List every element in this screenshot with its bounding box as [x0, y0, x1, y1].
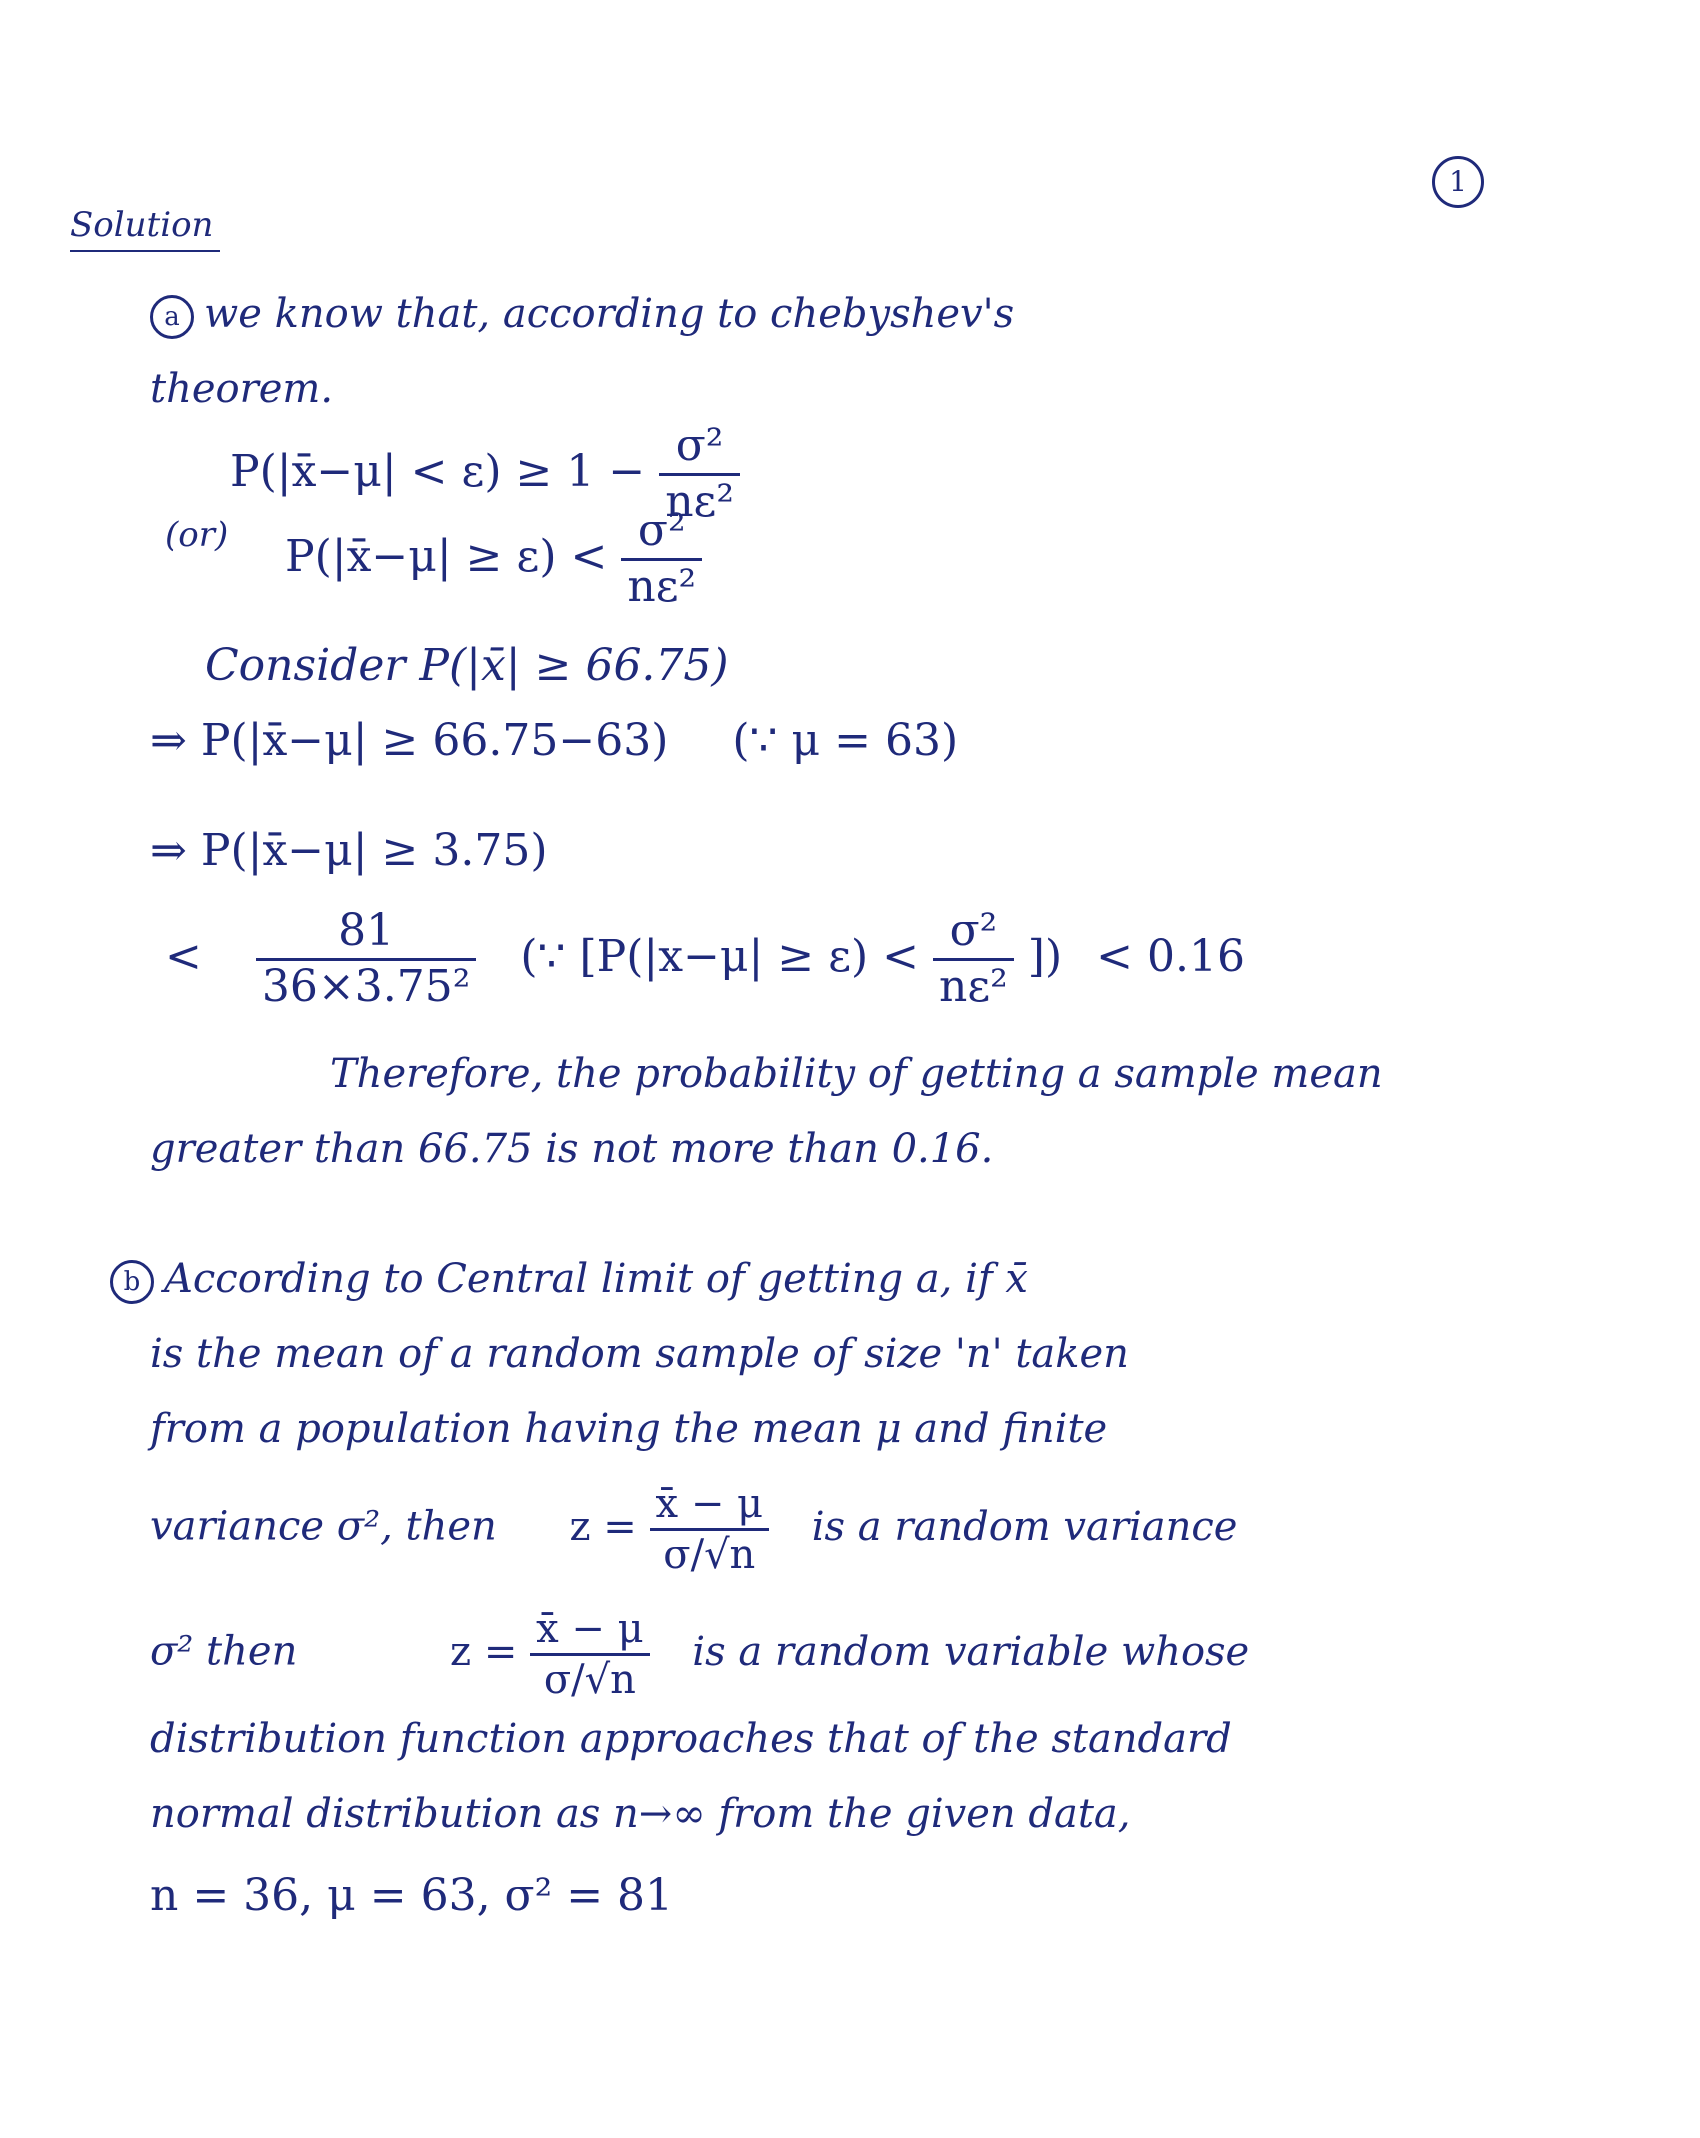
step-3-fraction: $\frac{81}{\text{36×3.75²}}$ — [256, 905, 476, 1014]
part-b-line6: distribution function approaches that of the standard — [150, 1716, 1232, 1762]
z-fraction-1: $\frac{x̄ - \mu}{\sigma/√n}$ — [650, 1480, 770, 1579]
step-3-result: < 0.16 — [1096, 930, 1245, 982]
or-label: (or) — [165, 515, 229, 555]
solution-heading: Solution — [70, 205, 214, 245]
part-b-line5: σ² then z = $\frac{x̄ - \mu}{\sigma/√n}$ is a random variable whose — [150, 1606, 1250, 1703]
step-3: < $\frac{81}{\text{36×3.75²}}$ (∵ [P(|x−μ| ≥ ε) < $\frac{\text{σ²}}{\text{nε²}}$ ]) < 0.16 — [165, 905, 1245, 1012]
part-b-line3: from a population having the mean μ and finite — [150, 1406, 1108, 1452]
chebyshev-inequality-2: P(|x̄−μ| ≥ ε) < $\frac{\text{σ²}}{\text{nε²}}$ — [285, 505, 702, 614]
part-b-line1: b According to Central limit of getting a, if x̄ — [110, 1255, 1028, 1304]
part-a-intro-line2: theorem. — [150, 366, 334, 412]
step-1: ⇒ P(|x̄−μ| ≥ 66.75−63) (∵ μ = 63) — [150, 715, 959, 766]
part-b-line2: is the mean of a random sample of size 'n' taken — [150, 1331, 1129, 1377]
conclusion-line1: Therefore, the probability of getting a sample mean — [330, 1051, 1383, 1097]
consider-line: Consider P(|x̄| ≥ 66.75) — [205, 640, 729, 691]
heading-underline — [70, 250, 220, 252]
part-a-intro-line1: a we know that, according to chebyshev's — [150, 290, 1014, 339]
step-2: ⇒ P(|x̄−μ| ≥ 3.75) — [150, 825, 548, 876]
part-a-marker: a — [150, 295, 194, 339]
inequality-2-fraction: $\frac{\text{σ²}}{\text{nε²}}$ — [621, 505, 702, 614]
chebyshev-inequality-1: P(|x̄−μ| < ε) ≥ 1 − $\frac{\text{σ²}}{\text{nε²}}$ — [230, 420, 740, 529]
part-b-line4: variance σ², then z = $\frac{x̄ - \mu}{\sigma/√n}$ is a random variance — [150, 1481, 1238, 1578]
page-number: 1 — [1432, 156, 1484, 208]
conclusion-line2: greater than 66.75 is not more than 0.16. — [150, 1126, 994, 1172]
step-3-note-fraction: $\frac{\text{σ²}}{\text{nε²}}$ — [933, 905, 1014, 1014]
part-b-marker: b — [110, 1260, 154, 1304]
step-3-less-than: < — [165, 930, 202, 982]
part-b-line7: normal distribution as n→∞ from the given data, — [150, 1791, 1131, 1837]
step-1-note: (∵ μ = 63) — [732, 715, 959, 766]
z-fraction-2: $\frac{x̄ - \mu}{\sigma/√n}$ — [530, 1605, 650, 1704]
inequality-1-fraction: $\frac{\text{σ²}}{\text{nε²}}$ — [659, 420, 740, 529]
part-b-line8: n = 36, μ = 63, σ² = 81 — [150, 1870, 674, 1921]
